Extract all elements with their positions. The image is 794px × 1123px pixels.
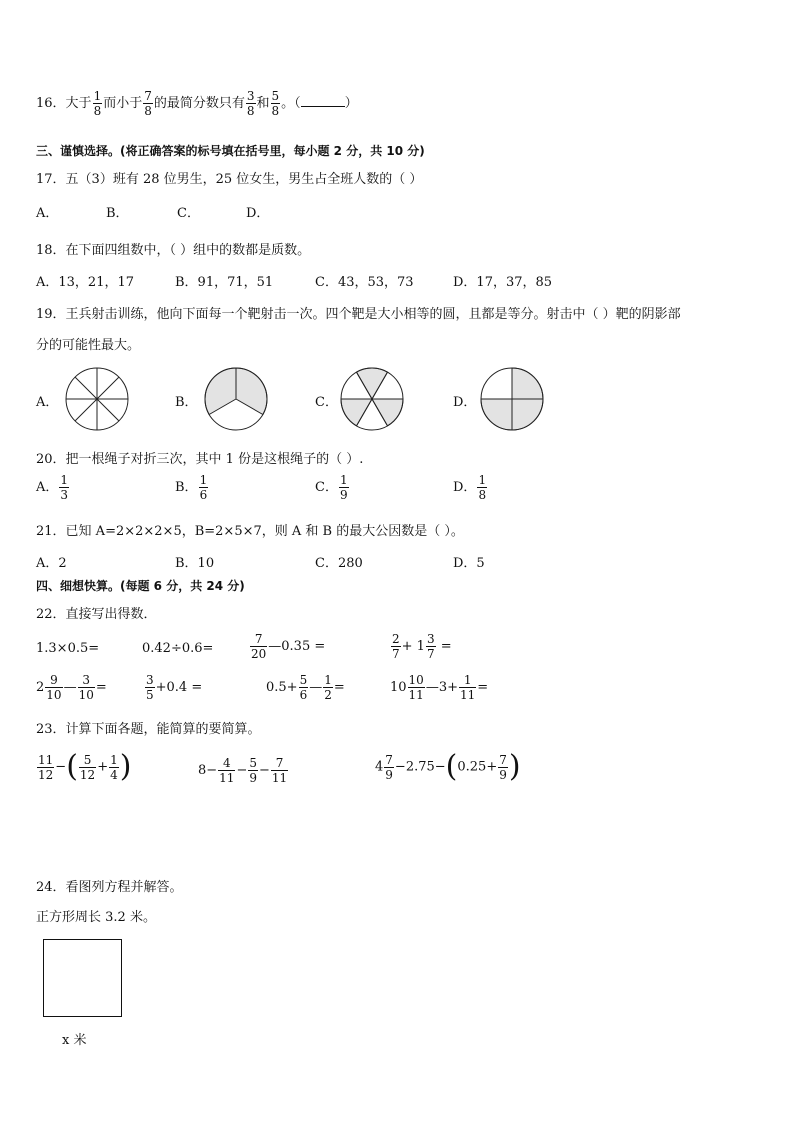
target-a-eighths — [64, 366, 130, 432]
q21-option-c[interactable]: C．280 — [315, 556, 363, 571]
question-22: 22．直接写出得数． — [36, 607, 157, 622]
q24-description: 正方形周长 3.2 米。 — [36, 910, 156, 925]
q20-option-b[interactable]: B． $\frac{1}{6}$ — [175, 473, 208, 502]
calc-c: 4 $\frac{7}{9}$ −2.75−(0.25+ $\frac{7}{9}$ ) — [375, 749, 521, 784]
target-b-thirds — [203, 366, 269, 432]
q18-option-d[interactable]: D．17，37，85 — [453, 275, 553, 290]
expr-2: 0.42÷0.6= — [142, 641, 214, 656]
q19-option-b[interactable]: B． — [175, 395, 198, 410]
calc-b: 8− $\frac{4}{11}$ − $\frac{5}{9}$ − $\frac{7}{11}$ — [198, 756, 288, 785]
q21-option-b[interactable]: B．10 — [175, 556, 215, 571]
expr-3: $\frac{7}{20}$ —0.35 = — [251, 632, 326, 661]
q17-option-d[interactable]: D． — [246, 206, 270, 221]
q17-option-c[interactable]: C． — [177, 206, 200, 221]
q20-option-a[interactable]: A． $\frac{1}{3}$ — [36, 473, 69, 502]
q17-option-a[interactable]: A． — [36, 206, 59, 221]
fraction: $\frac{7}{8}$ — [144, 89, 152, 118]
calc-a: $\frac{11}{12}$ −( $\frac{5}{12}$ + $\frac{1}{4}$ ) — [38, 749, 132, 784]
expr-5: 2 $\frac{9}{10}$ — $\frac{3}{10}$ = — [36, 673, 107, 702]
q20-option-d[interactable]: D． $\frac{1}{8}$ — [453, 473, 487, 502]
q17-option-b[interactable]: B． — [106, 206, 129, 221]
target-c-sixths — [339, 366, 405, 432]
q19-option-a[interactable]: A． — [36, 395, 59, 410]
question-16: 16．大于 $\frac{1}{8}$ 而小于 $\frac{7}{8}$ 的最简分数只有 $\frac{3}{8}$ 和 $\frac{5}{8}$ 。（ ） — [36, 89, 358, 118]
expr-6: $\frac{3}{5}$ +0.4 = — [146, 673, 203, 702]
expr-1: 1.3×0.5= — [36, 641, 100, 656]
question-23: 23．计算下面各题，能简算的要简算。 — [36, 722, 261, 737]
question-21: 21．已知 A=2×2×2×5，B=2×5×7，则 A 和 B 的最大公因数是（ ）。 — [36, 524, 464, 539]
q18-option-b[interactable]: B．91，71，51 — [175, 275, 274, 290]
fraction: $\frac{3}{8}$ — [246, 89, 255, 118]
q20-option-c[interactable]: C． $\frac{1}{9}$ — [315, 473, 348, 502]
answer-blank[interactable] — [301, 96, 345, 107]
question-24: 24．看图列方程并解答。 — [36, 880, 183, 895]
question-20: 20．把一根绳子对折三次，其中 1 份是这根绳子的（ ）. — [36, 452, 364, 467]
expr-4: $\frac{2}{7}$ + 1 $\frac{3}{7}$ = — [392, 632, 452, 661]
expr-7: 0.5+ $\frac{5}{6}$ — $\frac{1}{2}$ = — [266, 673, 345, 702]
fraction: $\frac{1}{8}$ — [93, 89, 102, 118]
q19-option-d[interactable]: D． — [453, 395, 477, 410]
square-figure — [43, 939, 122, 1017]
expr-8: 10 $\frac{10}{11}$ —3+ $\frac{1}{11}$ = — [390, 673, 489, 702]
section-4-heading: 四、细想快算。(每题 6 分，共 24 分) — [36, 579, 245, 593]
question-17: 17．五（3）班有 28 位男生，25 位女生，男生占全班人数的（ ） — [36, 172, 423, 187]
q21-option-d[interactable]: D．5 — [453, 556, 485, 571]
target-d-quarters — [479, 366, 545, 432]
q19-option-c[interactable]: C． — [315, 395, 338, 410]
section-3-heading: 三、谨慎选择。(将正确答案的标号填在括号里，每小题 2 分，共 10 分) — [36, 144, 425, 158]
q18-option-a[interactable]: A．13，21，17 — [36, 275, 135, 290]
question-19-line-1: 19．王兵射击训练，他向下面每一个靶射击一次。四个靶是大小相等的圆，且都是等分。射击中（ ）靶的阴影部 — [36, 307, 681, 322]
side-length-label: x 米 — [62, 1033, 87, 1048]
q18-option-c[interactable]: C．43，53，73 — [315, 275, 414, 290]
question-18: 18．在下面四组数中，（ ）组中的数都是质数。 — [36, 243, 311, 258]
q21-option-a[interactable]: A．2 — [36, 556, 67, 571]
question-19-line-2: 分的可能性最大。 — [36, 338, 141, 353]
fraction: $\frac{5}{8}$ — [271, 89, 280, 118]
